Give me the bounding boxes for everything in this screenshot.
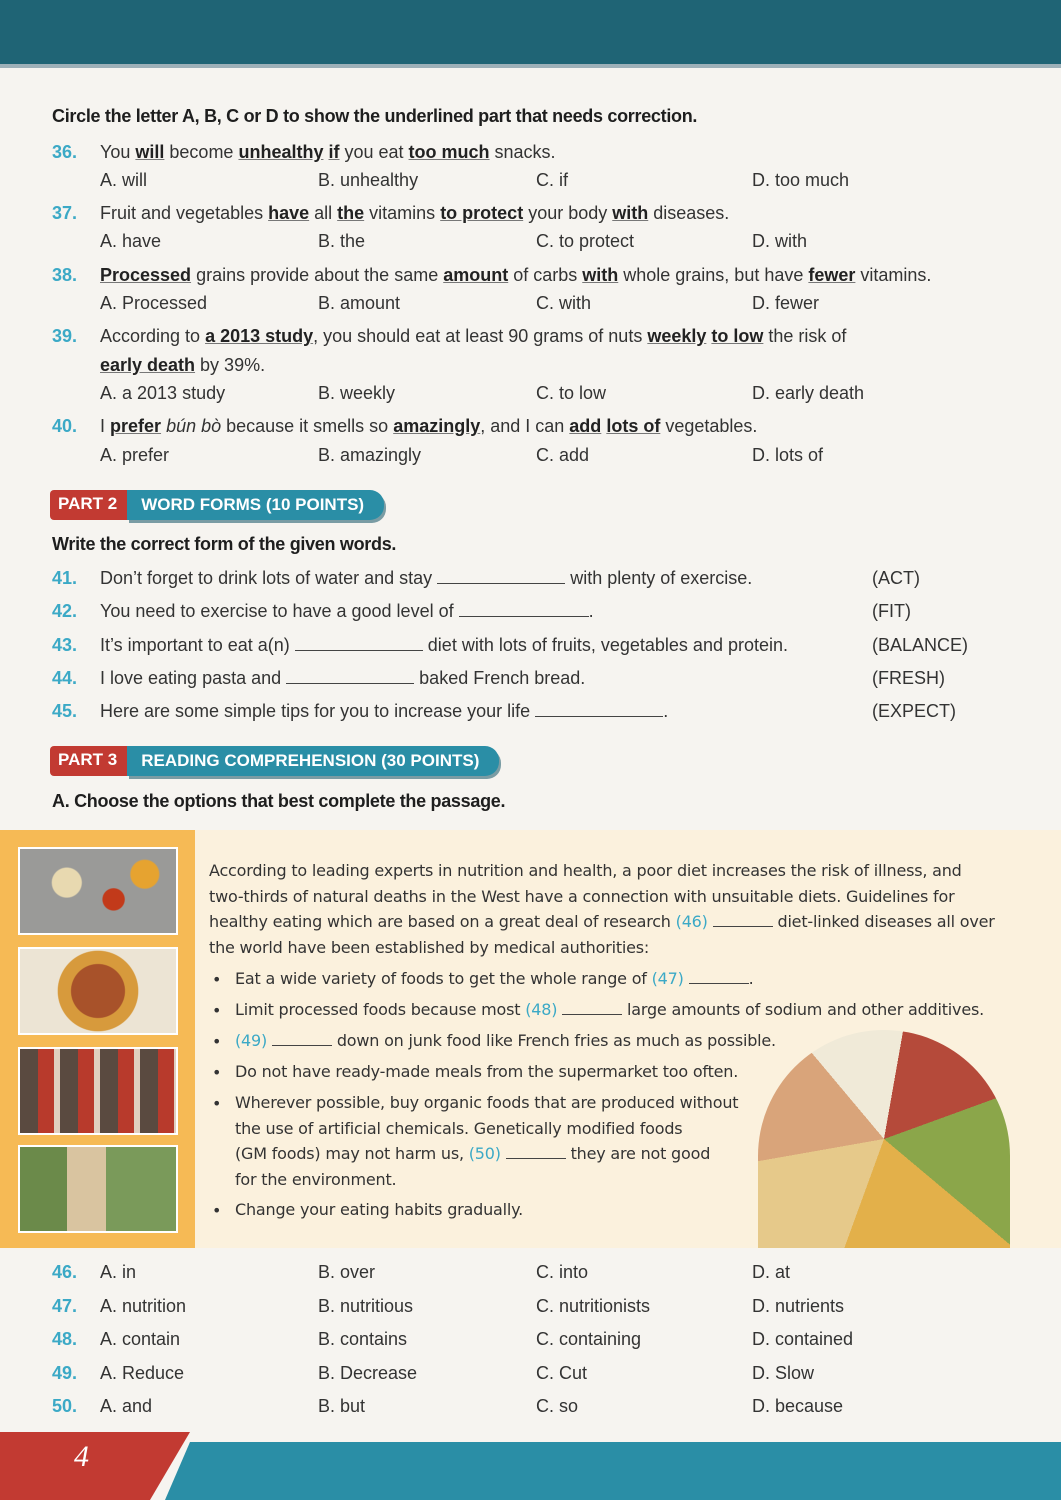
question-number: 45. [52, 701, 78, 721]
footer-bar [165, 1442, 1061, 1500]
word-form-42 [0, 601, 1061, 629]
word-form-45 [0, 701, 1061, 729]
word-hint: (ACT) [872, 568, 920, 588]
question-text: I prefer bún bò because it smells so amazingly, and I can add lots of vegetables. [100, 416, 758, 436]
option-c[interactable]: C. nutritionists [536, 1296, 651, 1316]
question-number: 39. [52, 326, 78, 346]
part2-instruction: Write the correct form of the given words. [52, 534, 397, 554]
option-a[interactable]: A. Processed [100, 293, 208, 313]
answer-row-50 [0, 1396, 1061, 1424]
question-36 [0, 142, 1061, 170]
question-text: Processed grains provide about the same amount of carbs with whole grains, but have fewer vitamins. [100, 265, 932, 285]
option-d[interactable]: D. because [752, 1396, 844, 1416]
blank-marker-47: (47) [651, 969, 684, 988]
option-d[interactable]: D. at [752, 1262, 791, 1282]
options-36 [0, 170, 1061, 198]
underlined-part: unhealthy [238, 142, 324, 162]
question-number: 47. [52, 1296, 78, 1316]
passage-blank[interactable] [689, 970, 749, 984]
junk-food-photo [18, 947, 178, 1035]
option-b[interactable]: B. weekly [318, 383, 396, 403]
options-40 [0, 445, 1061, 473]
italic-term: bún bò [166, 416, 222, 436]
option-c[interactable]: C. with [536, 293, 592, 313]
question-text: It’s important to eat a(n) diet with lots of fruits, vegetables and protein. [100, 635, 788, 655]
answer-row-47 [0, 1296, 1061, 1324]
passage-blank[interactable] [713, 913, 773, 927]
blank-marker-46: (46) [675, 912, 708, 931]
underlined-part: fewer [808, 265, 856, 285]
option-a[interactable]: A. will [100, 170, 148, 190]
answer-row-49 [0, 1363, 1061, 1391]
question-38 [0, 265, 1061, 293]
underlined-part: to protect [440, 203, 524, 223]
ready-meals-photo [18, 1047, 178, 1135]
answer-blank[interactable] [437, 570, 565, 584]
passage-blank[interactable] [272, 1032, 332, 1046]
header-divider [0, 64, 1061, 68]
option-d[interactable]: D. fewer [752, 293, 820, 313]
answer-row-48 [0, 1329, 1061, 1357]
bullet: • [212, 1094, 222, 1113]
header-bar [0, 0, 1061, 64]
underlined-part: weekly [647, 326, 707, 346]
question-number: 38. [52, 265, 78, 285]
option-a[interactable]: A. a 2013 study [100, 383, 226, 403]
bullet: • [212, 1063, 222, 1082]
underlined-part: will [135, 142, 165, 162]
option-c[interactable]: C. to protect [536, 231, 635, 251]
option-a[interactable]: A. contain [100, 1329, 181, 1349]
option-b[interactable]: B. Decrease [318, 1363, 418, 1383]
option-d[interactable]: D. lots of [752, 445, 824, 465]
word-hint: (EXPECT) [872, 701, 957, 721]
option-d[interactable]: D. early death [752, 383, 865, 403]
page-number-tab [0, 1432, 190, 1500]
word-form-41 [0, 568, 1061, 596]
answer-blank[interactable] [295, 637, 423, 651]
word-form-44 [0, 668, 1061, 696]
option-b[interactable]: B. nutritious [318, 1296, 414, 1316]
question-text: I love eating pasta and baked French bread. [100, 668, 586, 688]
word-hint: (BALANCE) [872, 635, 969, 655]
page-number: 4 [74, 1440, 89, 1473]
guideline-2: Limit processed foods because most (48) large amounts of sodium and other additives. [235, 1000, 984, 1019]
part-title: READING COMPREHENSION (30 POINTS) [127, 746, 499, 776]
question-text: Don’t forget to drink lots of water and stay with plenty of exercise. [100, 568, 753, 588]
underlined-part: Processed [100, 265, 192, 285]
question-number: 49. [52, 1363, 78, 1383]
canned-food-photo [18, 847, 178, 935]
option-a[interactable]: A. have [100, 231, 162, 251]
option-b[interactable]: B. amount [318, 293, 401, 313]
passage-paragraph: According to leading experts in nutrition and health, a poor diet increases the risk of illness, and two-thirds of natural deaths in the West have a connection with unsuitable diets. Guidelines for healthy eating which are based on a great deal of research (46) diet-linked diseases all over the world have been established by medical authorities: [209, 861, 995, 957]
question-number: 46. [52, 1262, 78, 1282]
part1-instruction: Circle the letter A, B, C or D to show the underlined part that needs correction. [52, 106, 698, 126]
option-c[interactable]: C. so [536, 1396, 579, 1416]
word-form-43 [0, 635, 1061, 663]
option-c[interactable]: C. add [536, 445, 590, 465]
option-c[interactable]: C. Cut [536, 1363, 588, 1383]
question-text: early death by 39%. [100, 355, 266, 375]
underlined-part: amazingly [393, 416, 481, 436]
answer-blank[interactable] [286, 670, 414, 684]
question-40 [0, 416, 1061, 444]
passage-blank[interactable] [562, 1001, 622, 1015]
guideline-6: Change your eating habits gradually. [235, 1200, 524, 1219]
underlined-part: if [328, 142, 340, 162]
bullet: • [212, 970, 222, 989]
option-d[interactable]: D. Slow [752, 1363, 815, 1383]
part-title: WORD FORMS (10 POINTS) [127, 490, 384, 520]
part-label: PART 3 [50, 746, 127, 776]
question-37 [0, 203, 1061, 231]
blank-marker-48: (48) [525, 1000, 558, 1019]
organic-market-photo [18, 1145, 178, 1233]
underlined-part: prefer [110, 416, 162, 436]
underlined-part: too much [408, 142, 490, 162]
option-d[interactable]: D. nutrients [752, 1296, 845, 1316]
question-number: 44. [52, 668, 78, 688]
option-a[interactable]: A. Reduce [100, 1363, 185, 1383]
underlined-part: add [569, 416, 602, 436]
blank-marker-49: (49) [235, 1031, 268, 1050]
question-number: 40. [52, 416, 78, 436]
option-d[interactable]: D. with [752, 231, 808, 251]
question-text: You need to exercise to have a good level of . [100, 601, 594, 621]
underlined-part: the [337, 203, 365, 223]
options-38 [0, 293, 1061, 321]
underlined-part: to low [711, 326, 764, 346]
question-text: Here are some simple tips for you to increase your life . [100, 701, 669, 721]
blank-marker-50: (50) [468, 1144, 501, 1163]
question-number: 50. [52, 1396, 78, 1416]
option-b[interactable]: B. but [318, 1396, 366, 1416]
option-b[interactable]: B. contains [318, 1329, 408, 1349]
guideline-3: (49) down on junk food like French fries as much as possible. [235, 1031, 776, 1050]
option-a[interactable]: A. and [100, 1396, 153, 1416]
guideline-5: Wherever possible, buy organic foods that are produced without the use of artificial chemicals. Genetically modified foods (GM foods) may not harm us, (50) they are not good for the environment. [235, 1093, 739, 1189]
part-label: PART 2 [50, 490, 127, 520]
question-number: 41. [52, 568, 78, 588]
option-c[interactable]: C. to low [536, 383, 607, 403]
option-d[interactable]: D. too much [752, 170, 850, 190]
underlined-part: early death [100, 355, 196, 375]
bullet: • [212, 1032, 222, 1051]
options-39 [0, 383, 1061, 411]
underlined-part: with [612, 203, 649, 223]
option-b[interactable]: B. over [318, 1262, 376, 1282]
answer-blank[interactable] [535, 703, 663, 717]
answer-row-46 [0, 1262, 1061, 1290]
option-a[interactable]: A. prefer [100, 445, 170, 465]
option-b[interactable]: B. the [318, 231, 366, 251]
underlined-part: a 2013 study [205, 326, 314, 346]
option-d[interactable]: D. contained [752, 1329, 854, 1349]
underlined-part: with [582, 265, 619, 285]
question-number: 36. [52, 142, 78, 162]
passage-blank[interactable] [506, 1145, 566, 1159]
option-b[interactable]: B. amazingly [318, 445, 422, 465]
question-text: You will become unhealthy if you eat too much snacks. [100, 142, 556, 162]
word-hint: (FRESH) [872, 668, 945, 688]
option-c[interactable]: C. if [536, 170, 569, 190]
part2-header [50, 490, 384, 520]
guideline-4: Do not have ready-made meals from the supermarket too often. [235, 1062, 739, 1081]
question-39 [0, 326, 1061, 354]
question-number: 48. [52, 1329, 78, 1349]
options-37 [0, 231, 1061, 259]
option-a[interactable]: A. nutrition [100, 1296, 187, 1316]
question-text: Fruit and vegetables have all the vitamins to protect your body with diseases. [100, 203, 730, 223]
guideline-1: Eat a wide variety of foods to get the whole range of (47) . [235, 969, 754, 988]
option-c[interactable]: C. containing [536, 1329, 642, 1349]
underlined-part: lots of [606, 416, 661, 436]
option-b[interactable]: B. unhealthy [318, 170, 419, 190]
underlined-part: have [268, 203, 310, 223]
bullet: • [212, 1201, 222, 1220]
question-text: According to a 2013 study, you should eat at least 90 grams of nuts weekly to low the risk of [100, 326, 847, 346]
question-number: 37. [52, 203, 78, 223]
option-c[interactable]: C. into [536, 1262, 589, 1282]
option-a[interactable]: A. in [100, 1262, 137, 1282]
question-number: 42. [52, 601, 78, 621]
part3-instruction: A. Choose the options that best complete the passage. [52, 791, 506, 811]
word-hint: (FIT) [872, 601, 911, 621]
underlined-part: amount [443, 265, 509, 285]
answer-blank[interactable] [459, 603, 589, 617]
question-number: 43. [52, 635, 78, 655]
bullet: • [212, 1001, 222, 1020]
question-39-line2 [0, 355, 1061, 383]
photo-sidebar [0, 830, 195, 1248]
part3-header [50, 746, 499, 776]
